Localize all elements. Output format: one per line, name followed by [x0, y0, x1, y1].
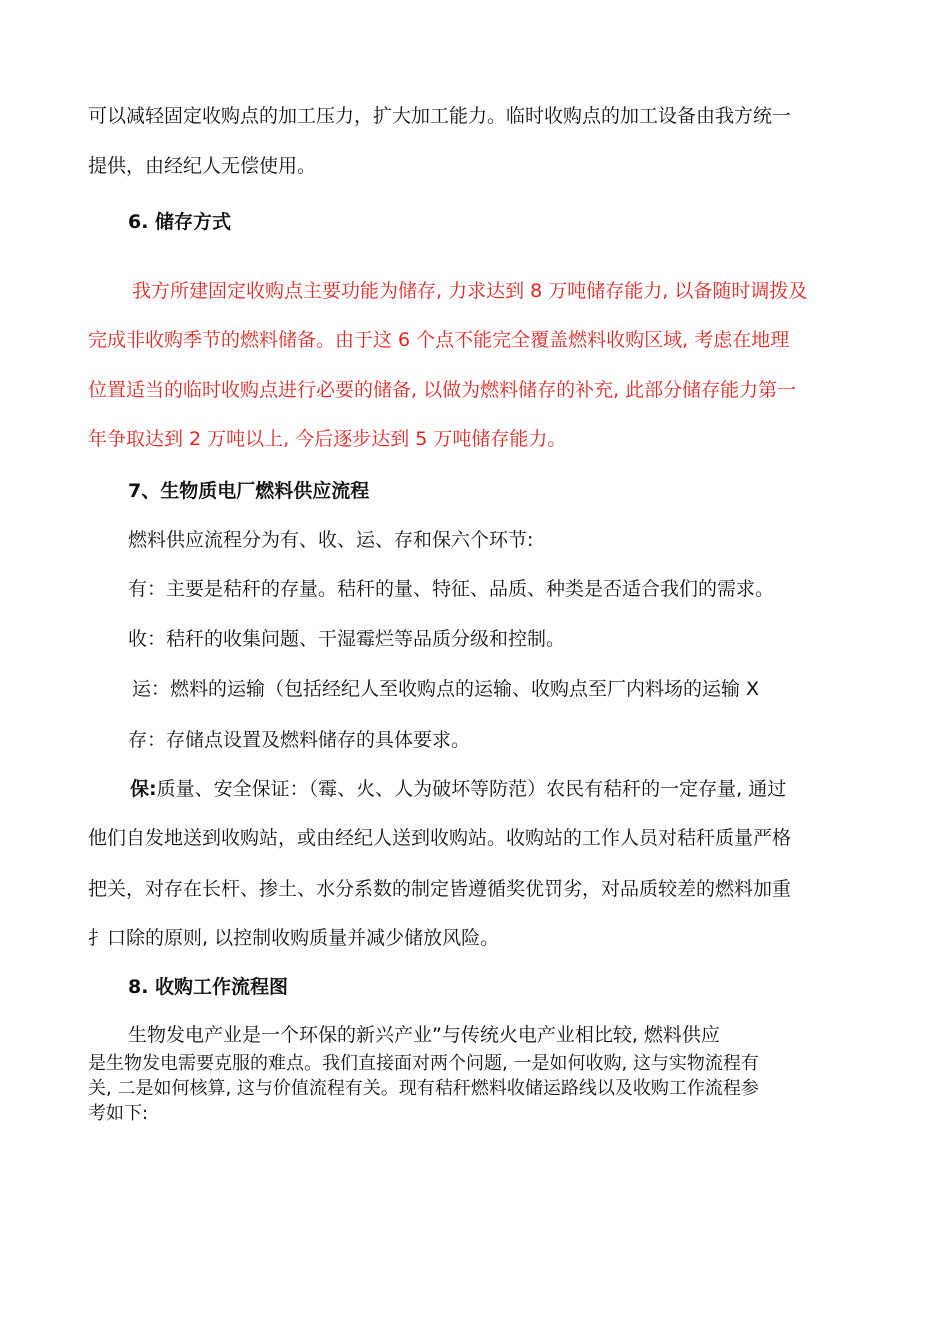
section-8-heading: 8. 收购工作流程图: [128, 976, 289, 998]
list-item-bao: [130, 777, 786, 801]
paragraph-line: 可以减轻固定收购点的加工压力，扩大加工能力。临时收购点的加工设备由我方统一: [88, 105, 792, 127]
red-paragraph-line: 年争取达到 2 万吨以上, 今后逐步达到 5 万吨储存能力。: [88, 428, 567, 450]
paragraph-line: 提供，由经纪人无偿使用。: [88, 155, 317, 177]
red-paragraph-line: 位置适当的临时收购点进行必要的储备, 以做为燃料储存的补充, 此部分储存能力第一: [88, 379, 797, 401]
paragraph-line: 他们自发地送到收购站，或由经纪人送到收购站。收购站的工作人员对秸秆质量严格: [88, 827, 792, 849]
paragraph-line: 关, 二是如何核算, 这与价值流程有关。现有秸秆燃料收储运路线以及收购工作流程参: [88, 1078, 759, 1099]
paragraph-line: 把关，对存在长杆、掺土、水分系数的制定皆遵循奖优罚劣，对品质较差的燃料加重: [88, 878, 792, 900]
list-item-cun: 存：存储点设置及燃料储存的具体要求。: [128, 729, 471, 751]
paragraph-line: 考如下:: [88, 1103, 149, 1124]
red-paragraph-line: 我方所建固定收购点主要功能为储存, 力求达到 8 万吨储存能力, 以备随时调拨及: [132, 280, 808, 302]
red-paragraph-line: 完成非收购季节的燃料储备。由于这 6 个点不能完全覆盖燃料收购区域, 考虑在地理: [88, 329, 790, 351]
paragraph-line: 是生物发电需要克服的难点。我们直接面对两个问题, 一是如何收购, 这与实物流程有: [88, 1053, 759, 1074]
list-item-yun: 运：燃料的运输（包括经纪人至收购点的运输、收购点至厂内料场的运输 X: [132, 678, 760, 700]
section-7-heading: 7、生物质电厂燃料供应流程: [128, 480, 370, 502]
bao-label: 保:: [130, 778, 157, 800]
list-item-shou: 收：秸秆的收集问题、干湿霉烂等品质分级和控制。: [128, 628, 566, 650]
paragraph-line: 扌口除的原则, 以控制收购质量并减少储放风险。: [88, 927, 500, 949]
paragraph-line: 生物发电产业是一个环保的新兴产业”与传统火电产业相比较, 燃料供应: [128, 1024, 720, 1046]
paragraph-line: 燃料供应流程分为有、收、运、存和保六个环节:: [128, 529, 534, 551]
section-6-heading: 6. 储存方式: [128, 211, 232, 233]
list-item-you: 有：主要是秸秆的存量。秸秆的量、特征、品质、种类是否适合我们的需求。: [128, 578, 775, 600]
bao-text: 质量、安全保证：（霉、火、人为破坏等防范）农民有秸秆的一定存量, 通过: [156, 778, 787, 800]
